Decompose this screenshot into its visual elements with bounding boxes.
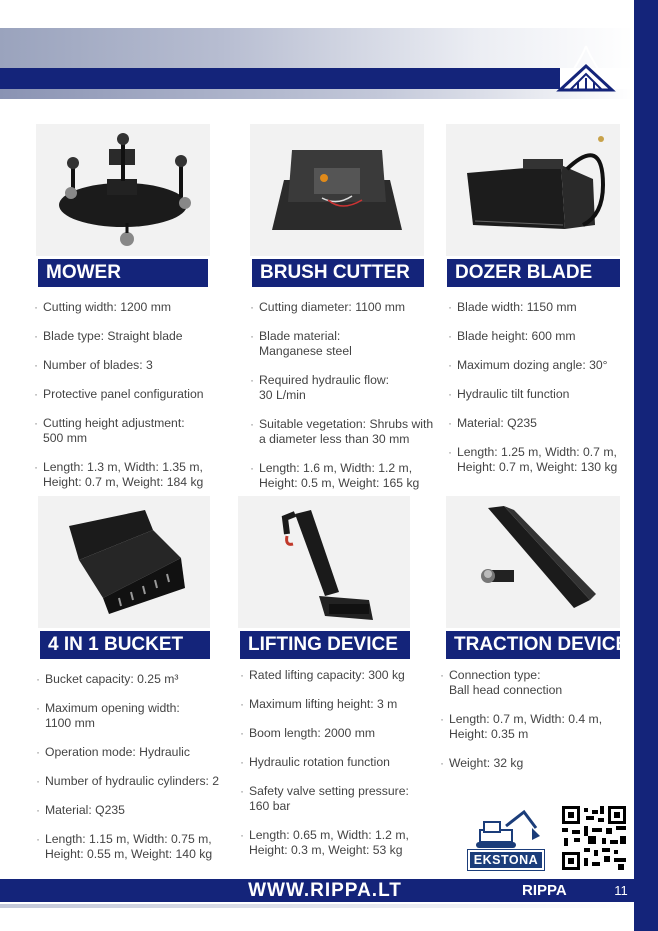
brush-cutter-title: BRUSH CUTTER	[252, 259, 424, 287]
lifting-device-photo	[238, 496, 410, 628]
spec-item: · Material: Q235	[448, 416, 633, 431]
spec-item: · Hydraulic rotation function	[240, 755, 440, 770]
traction-device-icon	[458, 500, 608, 624]
dozer-blade-photo	[446, 124, 620, 256]
spec-item: · Cutting height adjustment: 500 mm	[34, 416, 224, 446]
spec-item: · Maximum dozing angle: 30°	[448, 358, 633, 373]
spec-item: · Length: 1.15 m, Width: 0.75 m, Height: 0.55 m, Weight: 140 kg	[36, 832, 236, 862]
traction-device-title: TRACTION DEVICE	[446, 631, 620, 659]
spec-item: · Length: 1.25 m, Width: 0.7 m, Height: 0.7 m, Weight: 130 kg	[448, 445, 633, 475]
spec-item: · Weight: 32 kg	[440, 756, 630, 771]
spec-item: · Length: 1.6 m, Width: 1.2 m, Height: 0.5 m, Weight: 165 kg	[250, 461, 440, 491]
spec-item: · Blade type: Straight blade	[34, 329, 224, 344]
spec-item: · Length: 0.7 m, Width: 0.4 m, Height: 0.35 m	[440, 712, 630, 742]
spec-item: · Length: 1.3 m, Width: 1.35 m, Height: 0.7 m, Weight: 184 kg	[34, 460, 224, 490]
lifting-device-icon	[249, 500, 399, 624]
spec-item: · Number of blades: 3	[34, 358, 224, 373]
website-link[interactable]: WWW.RIPPA.LT	[248, 880, 402, 901]
ekstona-logo	[466, 808, 546, 870]
spec-item: · Blade width: 1150 mm	[448, 300, 633, 315]
bucket-photo	[38, 496, 210, 628]
dozer-blade-specs	[448, 300, 633, 475]
mower-specs	[34, 300, 224, 490]
traction-device-specs	[440, 668, 630, 771]
header-gradient	[0, 28, 634, 68]
spec-item: · Protective panel configuration	[34, 387, 224, 402]
footer-brand: RIPPA	[522, 882, 567, 899]
spec-item: · Bucket capacity: 0.25 m³	[36, 672, 236, 687]
brush-cutter-specs	[250, 300, 440, 491]
spec-item: · Blade material: Manganese steel	[250, 329, 440, 359]
page-number: 11	[614, 883, 628, 898]
spec-item: · Cutting diameter: 1100 mm	[250, 300, 440, 315]
spec-item: · Blade height: 600 mm	[448, 329, 633, 344]
spec-item: · Number of hydraulic cylinders: 2	[36, 774, 236, 789]
traction-device-photo	[446, 496, 620, 628]
qr-code-icon[interactable]	[562, 806, 626, 870]
dozer-blade-title: DOZER BLADE	[447, 259, 620, 287]
spec-item: · Suitable vegetation: Shrubs with a diameter less than 30 mm	[250, 417, 440, 447]
spec-item: · Connection type: Ball head connection	[440, 668, 630, 698]
mower-photo	[36, 124, 210, 256]
mower-title: MOWER	[38, 259, 208, 287]
lifting-device-specs	[240, 668, 440, 858]
mower-icon	[43, 127, 203, 253]
spec-item: · Maximum opening width: 1100 mm	[36, 701, 236, 731]
spec-item: · Hydraulic tilt function	[448, 387, 633, 402]
spec-item: · Boom length: 2000 mm	[240, 726, 440, 741]
bucket-title: 4 IN 1 BUCKET	[40, 631, 210, 659]
spec-item: · Operation mode: Hydraulic	[36, 745, 236, 760]
bucket-specs	[36, 672, 236, 862]
dozer-blade-icon	[453, 135, 613, 245]
lifting-device-title: LIFTING DEVICE	[240, 631, 410, 659]
spec-item: · Required hydraulic flow: 30 L/min	[250, 373, 440, 403]
spec-item: · Maximum lifting height: 3 m	[240, 697, 440, 712]
spec-item: · Safety valve setting pressure: 160 bar	[240, 784, 440, 814]
header-underline	[0, 89, 634, 99]
ekstona-label: EKSTONA	[468, 850, 544, 870]
bucket-icon	[49, 502, 199, 622]
footer-underline	[0, 904, 634, 908]
spec-item: · Rated lifting capacity: 300 kg	[240, 668, 440, 683]
brush-cutter-photo	[250, 124, 424, 256]
spec-item: · Cutting width: 1200 mm	[34, 300, 224, 315]
spec-item: · Material: Q235	[36, 803, 236, 818]
excavator-icon	[466, 808, 546, 850]
sidebar-stripe	[634, 0, 658, 931]
rippa-logo-icon	[556, 44, 616, 92]
header-band	[0, 68, 560, 89]
brush-cutter-icon	[262, 140, 412, 240]
spec-item: · Length: 0.65 m, Width: 1.2 m, Height: 0.3 m, Weight: 53 kg	[240, 828, 440, 858]
